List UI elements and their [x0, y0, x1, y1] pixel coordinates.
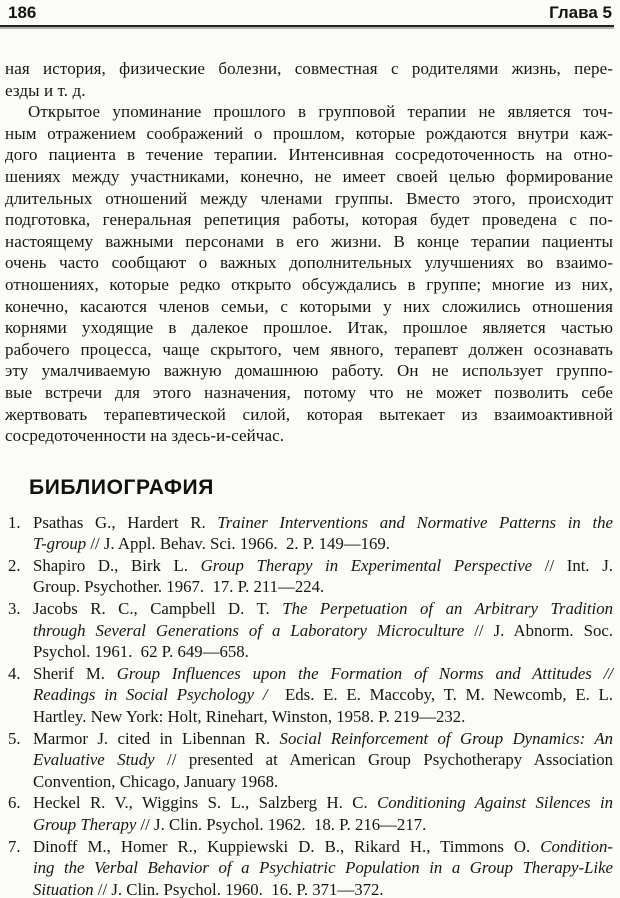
- bib-text-segment: Convention, Chicago, January 1968.: [33, 771, 279, 791]
- text-line: подготовка, генеральная репетиция работы, которая будет проведена с по-: [5, 210, 613, 230]
- bib-text-segment: Heckel R. V., Wiggins S. L., Salzberg H. C.: [33, 793, 378, 813]
- bib-title-segment: Group Therapy: [33, 815, 137, 834]
- bibliography-item: [5, 792, 613, 835]
- bib-text-segment: Eds. E. E. Maccoby, T. M. Newcomb, E. L.: [267, 685, 613, 705]
- bibliography-item: [5, 836, 613, 898]
- bib-text-segment: Hartley. New York: Holt, Rinehart, Winston, 1958. P. 219—232.: [33, 707, 466, 727]
- bib-line: [33, 792, 613, 814]
- bib-title-segment: Social Reinforcement of Group Dynamics: An: [279, 728, 613, 748]
- bib-text-segment: // J. Abnorm. Soc.: [464, 620, 613, 640]
- text-line: дого пациента в течение терапии. Интенсивная сосредоточенность на отно-: [5, 145, 613, 165]
- bib-line: [33, 771, 613, 793]
- text-line: длительных отношений между членами группы. Вместо этого, происходит: [5, 188, 613, 208]
- text-line: езды и т. д.: [5, 80, 86, 100]
- bib-line: [33, 555, 613, 577]
- bibliography-list: [5, 512, 613, 898]
- bib-text-segment: // J. Clin. Psychol. 1962. 18. P. 216—217.: [136, 815, 427, 834]
- bib-text-segment: Psychol. 1961. 62 P. 649—658.: [33, 642, 249, 662]
- bib-line: [33, 663, 613, 685]
- bib-line: [33, 836, 613, 858]
- page-number: 186: [8, 3, 37, 22]
- paragraph: [5, 101, 613, 447]
- bibliography-item: [5, 728, 613, 793]
- text-line: вые встречи для этого назначения, потому что не может позволить себе: [5, 382, 613, 402]
- bib-line: [33, 879, 613, 898]
- bib-line: [33, 684, 613, 706]
- bib-text-segment: // presented at American Group Psychotherapy Association: [154, 750, 614, 770]
- bib-text-segment: Dinoff M., Homer R., Kuppiewski D. B., Rikard H., Timmons O.: [33, 836, 541, 856]
- bib-item-number: 6.: [8, 793, 21, 813]
- text-line: Открытое упоминание прошлого в групповой терапии не является точ-: [28, 102, 613, 122]
- bib-line: [33, 641, 613, 663]
- text-line: сосредоточенности на здесь-и-сейчас.: [5, 426, 285, 446]
- bibliography-item: [5, 598, 613, 663]
- bib-title-segment: ing the Verbal Behavior of a Psychiatric Population in a Group Therapy-Like: [33, 858, 613, 878]
- bib-line: [33, 706, 613, 728]
- bib-text-segment: Jacobs R. C., Campbell D. T.: [33, 599, 283, 619]
- bib-text-segment: Psathas G., Hardert R.: [33, 512, 218, 532]
- bib-title-segment: Trainer Interventions and Normative Patterns in the: [217, 512, 613, 532]
- bib-item-number: 3.: [8, 599, 21, 619]
- bib-text-segment: Shapiro D., Birk L.: [33, 555, 201, 575]
- bib-line: [33, 620, 613, 642]
- text-line: корнями уходящие в далекое прошлое. Итак, прошлое является частью: [5, 318, 613, 338]
- bib-item-number: 7.: [8, 836, 21, 856]
- text-line: ным отражением соображений о прошлом, которые рождаются внутри каж-: [5, 123, 613, 143]
- text-line: конечно, касаются членов семьи, с которыми у них сложились отношения: [5, 296, 613, 316]
- bib-line: [33, 857, 613, 879]
- body-text: [5, 58, 613, 447]
- bib-text-segment: // Int. J.: [532, 555, 614, 575]
- bib-text-segment: Group. Psychother. 1967. 17. P. 211—224.: [33, 577, 325, 597]
- bib-title-segment: Condition-: [540, 836, 613, 856]
- bib-title-segment: Conditioning Against Silences in: [377, 793, 614, 813]
- bib-item-number: 2.: [8, 555, 21, 575]
- bib-item-number: 1.: [8, 512, 21, 532]
- bib-title-segment: Situation: [33, 879, 94, 898]
- bibliography-item: [5, 512, 613, 555]
- bibliography-heading: БИБЛИОГРАФИЯ: [29, 475, 214, 499]
- bib-line: [33, 512, 613, 534]
- text-line: отношениях, которые редко открыто обсуждались в группе; многие из них,: [5, 274, 613, 294]
- bib-title-segment: Readings in Social Psychology /: [33, 685, 268, 705]
- text-line: ная история, физические болезни, совместная с родителями жизнь, пере-: [5, 59, 613, 78]
- bib-title-segment: Group Therapy in Experimental Perspective: [200, 555, 533, 575]
- text-line: эту умалчиваемую важную домашнюю работу. Он не использует группо-: [5, 361, 613, 381]
- running-head: [0, 0, 620, 23]
- bib-title-segment: through Several Generations of a Laboratory Microculture: [33, 620, 465, 640]
- bib-title-segment: The Perpetuation of an Arbitrary Tradition: [282, 599, 613, 619]
- text-line: жертвовать терапевтической силой, которая вытекает из взаимоактивной: [5, 404, 613, 424]
- bib-line: [33, 749, 613, 771]
- bib-title-segment: Evaluative Study: [33, 750, 155, 770]
- bib-line: [33, 814, 613, 836]
- text-line: очень часто сообщают о важных дополнительных улучшениях во взаимо-: [5, 253, 613, 273]
- bib-item-number: 4.: [8, 663, 21, 683]
- bibliography-item: [5, 555, 613, 598]
- text-line: шениях между участниками, конечно, не имеет своей целью формирование: [5, 166, 613, 186]
- bib-text-segment: Marmor J. cited in Libennan R.: [33, 728, 280, 748]
- bib-line: [33, 576, 613, 598]
- paragraph: [5, 58, 613, 101]
- header-rule: [0, 25, 614, 27]
- bib-text-segment: // J. Appl. Behav. Sci. 1966. 2. P. 149—169.: [86, 534, 390, 554]
- text-line: настоящему важными персонами в его жизни. В конце терапии пациенты: [5, 231, 613, 251]
- bib-text-segment: Sherif M.: [33, 663, 117, 683]
- bib-title-segment: Group Influences upon the Formation of Norms and Attitudes //: [116, 663, 613, 683]
- bib-line: [33, 533, 613, 555]
- chapter-title: Глава 5: [549, 3, 612, 22]
- bib-line: [33, 728, 613, 750]
- bibliography-item: [5, 663, 613, 728]
- bib-line: [33, 598, 613, 620]
- bib-text-segment: // J. Clin. Psychol. 1960. 16. P. 371—372.: [93, 879, 384, 898]
- text-line: рабочего процесса, чаще скрытого, чем явного, терапевт должен осознавать: [5, 339, 613, 359]
- bib-item-number: 5.: [8, 728, 21, 748]
- bib-title-segment: T-group: [33, 534, 87, 554]
